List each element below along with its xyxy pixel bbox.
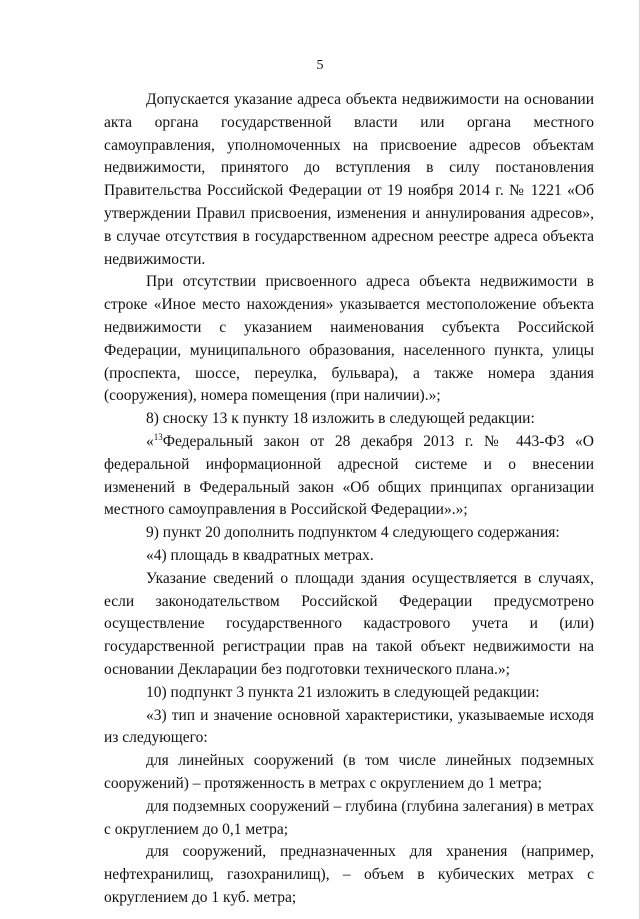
paragraph: 8) сноску 13 к пункту 18 изложить в следующей редакции: [146,410,535,428]
footnote-paragraph [104,431,594,522]
paragraph: 10) подпункт 3 пункта 21 изложить в следующей редакции: [146,683,540,701]
paragraph: «4) площадь в квадратных метрах. [146,546,374,564]
paragraph: для подземных сооружений – глубина (глубина залегания) в метрах с округлением до 0,1 метра; [104,797,594,838]
paragraph: Указание сведений о площади здания осуществляется в случаях, если законодательством Российской Федерации предусмотрено осуществление государственного кадастрового учета и (или) государственной регистрации прав на такой объект недвижимости на основании Декларации без подготовки технического плана.»; [104,569,594,678]
opening-quote: « [146,432,154,450]
document-body [104,89,594,910]
footnote-marker: 13 [153,431,163,442]
paragraph: для сооружений, предназначенных для хранения (например, нефтехранилищ, газохранилищ), – объем в кубических метрах с округлением до 1 куб. метра; [104,843,594,906]
footnote-text: Федеральный закон от 28 декабря 2013 г. № 443-ФЗ «О федеральной информационной адресной системе и о внесении изменений в Федеральный закон «Об общих принципах организации местного самоуправления в Российской Федерации».»; [104,432,594,519]
page-number: 5 [316,58,324,73]
paragraph: 9) пункт 20 дополнить подпунктом 4 следующего содержания: [146,524,560,542]
paragraph: для линейных сооружений (в том числе линейных подземных сооружений) – протяженность в метрах с округлением до 1 метра; [104,752,594,792]
paragraph: При отсутствии присвоенного адреса объекта недвижимости в строке «Иное место нахождения» указывается местоположение объекта недвижимости с указанием наименования субъекта Российской Федерации, муниципального образования, населенного пункта, улицы (проспекта, шоссе, переулка, бульвара), а также номера здания (сооружения), номера помещения (при наличии).»; [104,273,594,405]
paragraph: «3) тип и значение основной характеристики, указываемые исходя из следующего: [104,706,594,747]
paragraph: Допускается указание адреса объекта недвижимости на основании акта органа государственной власти или органа местного самоуправления, уполномоченных на присвоение адресов объектам недвижимости, принятого до вступления в силу постановления Правительства Российской Федерации от 19 ноября 2014 г. № 1221 «Об утверждении Правил присвоения, изменения и аннулирования адресов», в случае отсутствия в государственном адресном реестре адреса объекта недвижимости. [104,91,594,268]
